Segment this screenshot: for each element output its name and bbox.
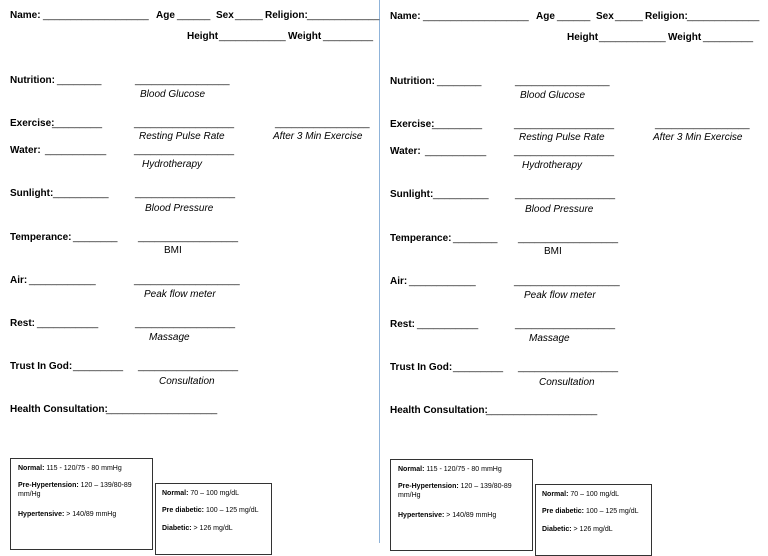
rest-field[interactable]: ___________ xyxy=(417,319,479,330)
temperance-label: Temperance: xyxy=(10,232,72,243)
rest-label: Rest: xyxy=(10,318,36,329)
consultation-field[interactable]: __________________ xyxy=(138,361,239,372)
glucose-reference-box xyxy=(535,484,652,556)
name-field[interactable]: ___________________ xyxy=(423,11,529,22)
nutrition-field[interactable]: ________ xyxy=(437,76,482,87)
blood-pressure-caption: Blood Pressure xyxy=(145,203,214,214)
weight-label: Weight xyxy=(288,31,322,42)
sunlight-label: Sunlight: xyxy=(390,189,434,200)
peak-flow-field[interactable]: ___________________ xyxy=(514,276,620,287)
peak-flow-caption: Peak flow meter xyxy=(144,289,216,300)
trust-in-god-label: Trust In God: xyxy=(390,362,453,373)
air-field[interactable]: ____________ xyxy=(29,275,96,286)
health-consultation-field[interactable]: ____________________ xyxy=(486,405,598,416)
form-panel-right xyxy=(380,1,760,544)
blood-glucose-caption: Blood Glucose xyxy=(520,90,586,101)
after-exercise-field[interactable]: _________________ xyxy=(655,119,750,130)
consultation-caption: Consultation xyxy=(159,376,215,387)
blood-pressure-reference-box xyxy=(10,458,153,550)
religion-label: Religion: xyxy=(265,10,308,21)
bp-normal-line: Normal: 115 - 120/75 - 80 mmHg xyxy=(398,466,502,473)
bp-hypertensive-line: Hypertensive: > 140/89 mmHg xyxy=(18,511,117,518)
massage-field[interactable]: __________________ xyxy=(135,318,236,329)
temperance-field[interactable]: ________ xyxy=(73,232,118,243)
consultation-caption: Consultation xyxy=(539,377,595,388)
exercise-field[interactable]: _________ xyxy=(52,118,103,129)
sex-field[interactable]: _____ xyxy=(235,10,263,21)
weight-label: Weight xyxy=(668,32,702,43)
blood-pressure-caption: Blood Pressure xyxy=(525,204,594,215)
sunlight-field[interactable]: __________ xyxy=(433,189,489,200)
hydrotherapy-caption: Hydrotherapy xyxy=(522,160,583,171)
blood-glucose-caption: Blood Glucose xyxy=(140,89,206,100)
bp-prehypertension-line: Pre-Hypertension: 120 – 139/80-89 mm/Hg xyxy=(398,483,512,499)
height-label: Height xyxy=(187,31,219,42)
exercise-field[interactable]: _________ xyxy=(432,119,483,130)
glucose-reference-box xyxy=(155,483,272,555)
nutrition-label: Nutrition: xyxy=(10,75,55,86)
health-consultation-label: Health Consultation: xyxy=(390,405,488,416)
temperance-label: Temperance: xyxy=(390,233,452,244)
blood-glucose-field[interactable]: _________________ xyxy=(135,75,230,86)
health-consultation-field[interactable]: ____________________ xyxy=(106,404,218,415)
sunlight-label: Sunlight: xyxy=(10,188,54,199)
height-label: Height xyxy=(567,32,599,43)
temperance-field[interactable]: ________ xyxy=(453,233,498,244)
air-field[interactable]: ____________ xyxy=(409,276,476,287)
water-label: Water: xyxy=(390,146,421,157)
glucose-diabetic-line: Diabetic: > 126 mg/dL xyxy=(162,525,233,532)
exercise-label: Exercise: xyxy=(10,118,55,129)
peak-flow-caption: Peak flow meter xyxy=(524,290,596,301)
age-label: Age xyxy=(536,11,555,22)
trust-in-god-field[interactable]: _________ xyxy=(453,362,504,373)
glucose-normal-line: Normal: 70 – 100 mg/dL xyxy=(162,490,240,497)
resting-pulse-field[interactable]: __________________ xyxy=(514,119,615,130)
consultation-field[interactable]: __________________ xyxy=(518,362,619,373)
age-label: Age xyxy=(156,10,175,21)
health-consultation-label: Health Consultation: xyxy=(10,404,108,415)
blood-pressure-field[interactable]: __________________ xyxy=(515,189,616,200)
bmi-caption: BMI xyxy=(544,246,562,257)
sex-label: Sex xyxy=(596,11,614,22)
height-field[interactable]: ____________ xyxy=(599,32,666,43)
after-exercise-caption: After 3 Min Exercise xyxy=(653,132,743,143)
bp-prehypertension-line: Pre-Hypertension: 120 – 139/80-89 mm/Hg xyxy=(18,482,132,498)
bp-hypertensive-line: Hypertensive: > 140/89 mmHg xyxy=(398,512,497,519)
rest-field[interactable]: ___________ xyxy=(37,318,99,329)
glucose-normal-line: Normal: 70 – 100 mg/dL xyxy=(542,491,620,498)
trust-in-god-label: Trust In God: xyxy=(10,361,73,372)
hydrotherapy-field[interactable]: __________________ xyxy=(514,146,615,157)
weight-field[interactable]: _________ xyxy=(323,31,374,42)
resting-pulse-field[interactable]: __________________ xyxy=(134,118,235,129)
bmi-field[interactable]: __________________ xyxy=(518,233,619,244)
water-field[interactable]: ___________ xyxy=(45,145,107,156)
glucose-prediabetic-line: Pre diabetic: 100 – 125 mg/dL xyxy=(542,508,639,515)
hydrotherapy-field[interactable]: __________________ xyxy=(134,145,235,156)
religion-field[interactable]: _____________ xyxy=(687,11,760,22)
rest-label: Rest: xyxy=(390,319,416,330)
resting-pulse-caption: Resting Pulse Rate xyxy=(519,132,605,143)
blood-pressure-reference-box xyxy=(390,459,533,551)
sunlight-field[interactable]: __________ xyxy=(53,188,109,199)
massage-caption: Massage xyxy=(149,332,190,343)
hydrotherapy-caption: Hydrotherapy xyxy=(142,159,203,170)
sex-field[interactable]: _____ xyxy=(615,11,643,22)
bp-normal-line: Normal: 115 - 120/75 - 80 mmHg xyxy=(18,465,122,472)
air-label: Air: xyxy=(390,276,408,287)
form-panel-left xyxy=(0,0,380,543)
age-field[interactable]: ______ xyxy=(177,10,211,21)
massage-caption: Massage xyxy=(529,333,570,344)
name-label: Name: xyxy=(390,11,421,22)
nutrition-label: Nutrition: xyxy=(390,76,435,87)
resting-pulse-caption: Resting Pulse Rate xyxy=(139,131,225,142)
massage-field[interactable]: __________________ xyxy=(515,319,616,330)
after-exercise-field[interactable]: _________________ xyxy=(275,118,370,129)
bmi-caption: BMI xyxy=(164,245,182,256)
blood-glucose-field[interactable]: _________________ xyxy=(515,76,610,87)
glucose-diabetic-line: Diabetic: > 126 mg/dL xyxy=(542,526,613,533)
water-label: Water: xyxy=(10,145,41,156)
blood-pressure-field[interactable]: __________________ xyxy=(135,188,236,199)
after-exercise-caption: After 3 Min Exercise xyxy=(273,131,363,142)
air-label: Air: xyxy=(10,275,28,286)
sex-label: Sex xyxy=(216,10,234,21)
bmi-field[interactable]: __________________ xyxy=(138,232,239,243)
age-field[interactable]: ______ xyxy=(557,11,591,22)
name-label: Name: xyxy=(10,10,41,21)
weight-field[interactable]: _________ xyxy=(703,32,754,43)
religion-label: Religion: xyxy=(645,11,688,22)
trust-in-god-field[interactable]: _________ xyxy=(73,361,124,372)
glucose-prediabetic-line: Pre diabetic: 100 – 125 mg/dL xyxy=(162,507,259,514)
water-field[interactable]: ___________ xyxy=(425,146,487,157)
exercise-label: Exercise: xyxy=(390,119,435,130)
height-field[interactable]: ____________ xyxy=(219,31,286,42)
peak-flow-field[interactable]: ___________________ xyxy=(134,275,240,286)
religion-field[interactable]: _____________ xyxy=(307,10,380,21)
nutrition-field[interactable]: ________ xyxy=(57,75,102,86)
name-field[interactable]: ___________________ xyxy=(43,10,149,21)
